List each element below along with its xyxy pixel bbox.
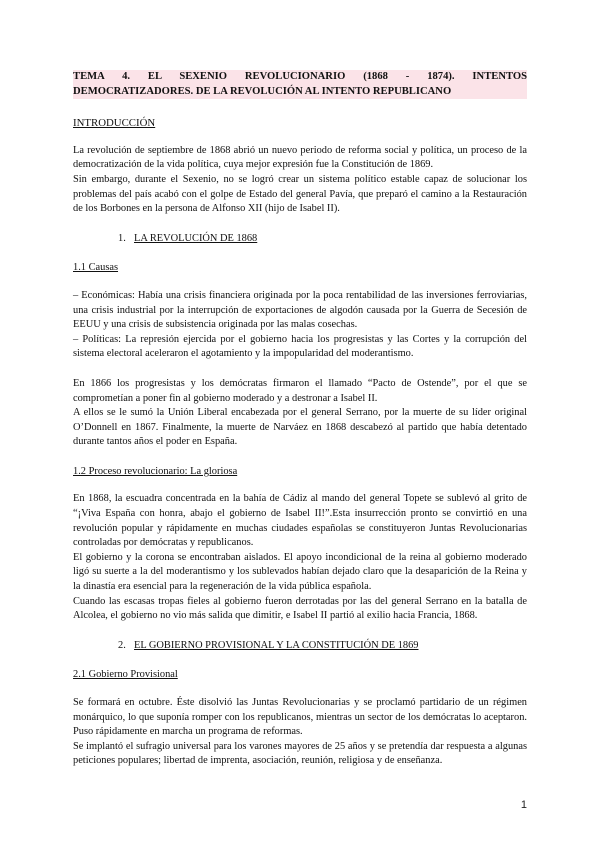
subsection-heading-2-1: 2.1 Gobierno Provisional: [73, 669, 178, 681]
paragraph: Se formará en octubre. Éste disolvió las Juntas Revolucionarias y se proclamó partidario de un régimen monárquico, lo que suponía romper con los republicanos, mientras un sector de los demócratas lo aceptaron. Puso rápidamente en marcha un programa de reformas.: [73, 697, 527, 738]
paragraph: – Económicas: Había una crisis financiera originada por la poca rentabilidad de las inversiones ferroviarias, una crisis industrial por la interrupción de exportaciones de algodón causada por la Guerra de Secesión de EEUU y una crisis de subsistencia originada por las malas cosechas.: [73, 289, 527, 331]
section-title: LA REVOLUCIÓN DE 1868: [134, 232, 258, 244]
paragraph: Se implantó el sufragio universal para los varones mayores de 25 años y se pretendía dar respuesta a algunas peticiones populares; libertad de imprenta, asociación, reunión, religiosa y de enseñanza.: [73, 740, 527, 767]
paragraph: En 1868, la escuadra concentrada en la bahía de Cádiz al mando del general Topete se sublevó al grito de “¡Viva España con honra, abajo el gobierno de Isabel II!”.Esta insurrección pronto se convirtió en una revolución popular y rápidamente en muchas ciudades españolas se constituyeron Juntas Revolucionarias controladas por demócratas y republicanos.: [73, 493, 527, 549]
section-number: 1.: [118, 232, 126, 244]
ostende-text: [73, 377, 527, 450]
section-heading-1: [73, 232, 527, 247]
paragraph: Cuando las escasas tropas fieles al gobierno fueron derrotadas por las del general Serrano en la batalla de Alcolea, el gobierno no vio más salida que dimitir, e Isabel II partió al exilio hacia Francia, 1868.: [73, 595, 527, 622]
process-text: [73, 492, 527, 623]
page-number: 1: [520, 799, 527, 812]
paragraph: En 1866 los progresistas y los demócratas firmaron el llamado “Pacto de Ostende”, por el que se comprometían a poner fin al gobierno moderado y a destronar a Isabel II.: [73, 377, 527, 404]
paragraph: Sin embargo, durante el Sexenio, no se logró crear un sistema político estable capaz de solucionar los problemas del país acabó con el golpe de Estado del general Pavía, que preparó el camino a la Restauración de los Borbones en la persona de Alfonso XII (hijo de Isabel II).: [73, 173, 527, 215]
section-title: EL GOBIERNO PROVISIONAL Y LA CONSTITUCIÓN DE 1869: [134, 639, 419, 651]
causes-text: [73, 289, 527, 362]
paragraph: A ellos se le sumó la Unión Liberal encabezada por el general Serrano, por la muerte de su líder original O’Donnell en 1867. Finalmente, la muerte de Narváez en 1868 descabezó al partido que había detentado durante tantos años el poder en España.: [73, 407, 527, 448]
subsection-heading-1-1: 1.1 Causas: [73, 262, 119, 274]
section-number: 2.: [118, 639, 126, 651]
paragraph: La revolución de septiembre de 1868 abrió un nuevo periodo de reforma social y política, un proceso de la democratización de la vida política, cuya mejor expresión fue la Constitución de 1869.: [73, 144, 527, 171]
paragraph: – Políticas: La represión ejercida por el gobierno hacia los progresistas y las Cortes y la corrupción del sistema electoral aceleraron el agotamiento y la impopularidad del moderantismo.: [73, 333, 527, 360]
page-title: TEMA 4. EL SEXENIO REVOLUCIONARIO (1868 - 1874). INTENTOS DEMOCRATIZADORES. DE LA REVOLUCIÓN AL INTENTO REPUBLICANO: [73, 70, 527, 99]
document-body: [73, 70, 527, 784]
subsection-heading-1-2: 1.2 Proceso revolucionario: La gloriosa: [73, 465, 238, 477]
provisional-text: [73, 696, 527, 769]
intro-heading: INTRODUCCIÓN: [73, 117, 156, 130]
intro-text: [73, 144, 527, 217]
section-heading-2: [73, 639, 527, 654]
paragraph: El gobierno y la corona se encontraban aislados. El apoyo incondicional de la reina al gobierno moderado ligó su suerte a la del moderantismo y los sublevados habían dejado claro que la desaparición de la Reina y la dinastía era esencial para la regeneración de la vida pública española.: [73, 551, 527, 593]
